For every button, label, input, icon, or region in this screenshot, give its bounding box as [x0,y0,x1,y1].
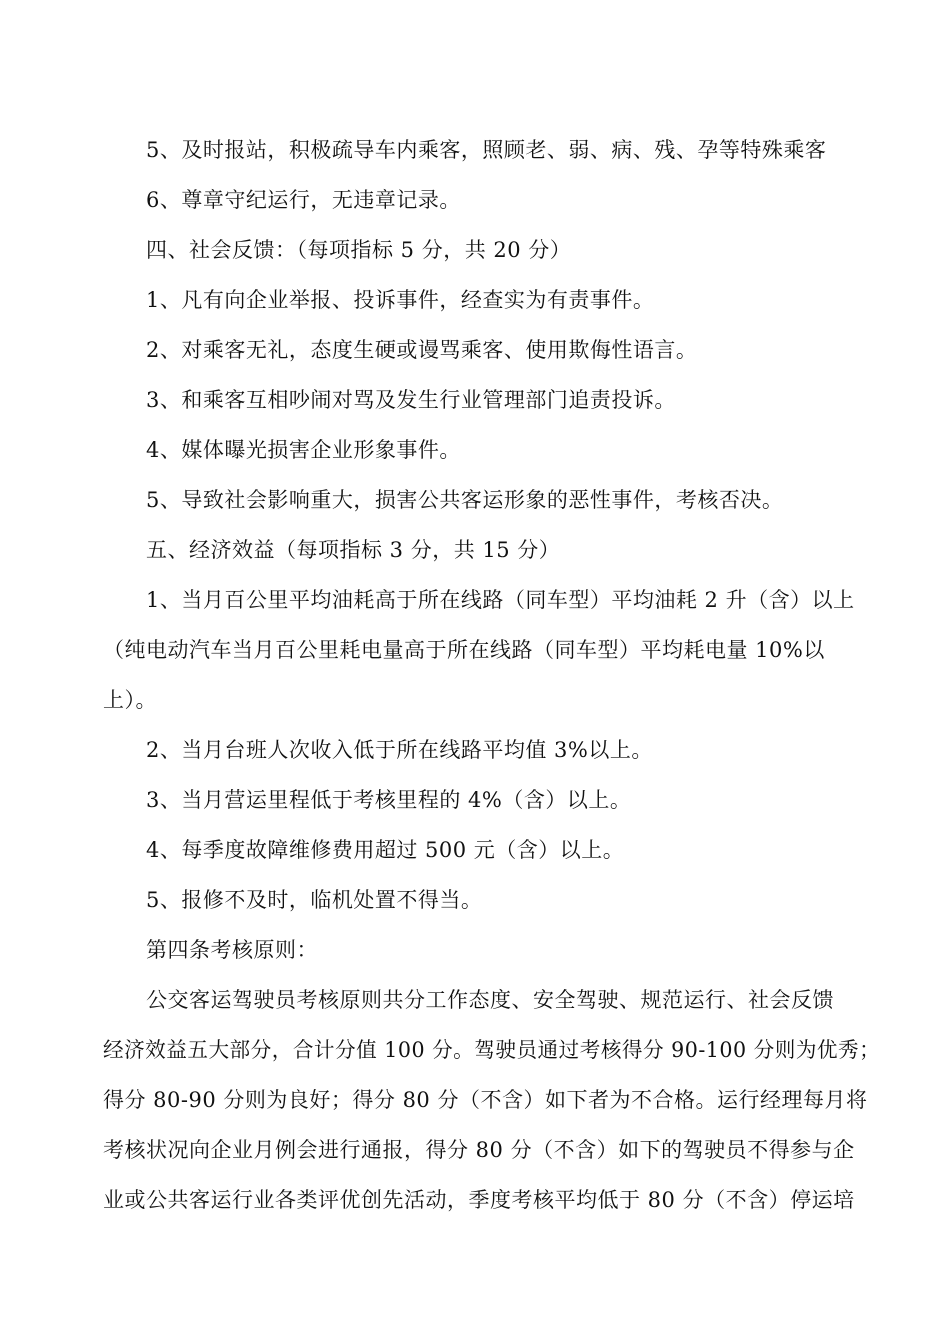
item-5-report-stops: 5、及时报站，积极疏导车内乘客，照顾老、弱、病、残、孕等特殊乘客 [146,138,827,162]
item-2-revenue: 2、当月台班人次收入低于所在线路平均值 3%以上。 [146,738,653,762]
principle-paragraph-line-2: 经济效益五大部分，合计分值 100 分。驾驶员通过考核得分 90-100 分则为优秀； [103,1038,881,1062]
section-heading-economic-benefit: 五、经济效益（每项指标 3 分，共 15 分） [146,538,561,562]
item-1-fuel-consumption-end: 上）。 [103,688,157,712]
item-1-complaints: 1、凡有向企业举报、投诉事件，经查实为有责事件。 [146,288,655,312]
item-4-media-exposure: 4、媒体曝光损害企业形象事件。 [146,438,461,462]
item-1-fuel-consumption-cont: （纯电动汽车当月百公里耗电量高于所在线路（同车型）平均耗电量 10%以 [103,638,825,662]
item-2-rudeness: 2、对乘客无礼，态度生硬或谩骂乘客、使用欺侮性语言。 [146,338,698,362]
item-3-quarrels: 3、和乘客互相吵闹对骂及发生行业管理部门追责投诉。 [146,388,676,412]
item-1-fuel-consumption: 1、当月百公里平均油耗高于所在线路（同车型）平均油耗 2 升（含）以上 [146,588,855,612]
item-6-obey-rules: 6、尊章守纪运行，无违章记录。 [146,188,461,212]
item-3-mileage: 3、当月营运里程低于考核里程的 4%（含）以上。 [146,788,632,812]
principle-paragraph-line-1: 公交客运驾驶员考核原则共分工作态度、安全驾驶、规范运行、社会反馈 [146,988,834,1012]
section-heading-social-feedback: 四、社会反馈：（每项指标 5 分，共 20 分） [146,238,572,262]
article-4-heading: 第四条考核原则： [146,938,318,962]
principle-paragraph-line-5: 业或公共客运行业各类评优创先活动，季度考核平均低于 80 分（不含）停运培 [103,1188,855,1212]
principle-paragraph-line-3: 得分 80-90 分则为良好；得分 80 分（不含）如下者为不合格。运行经理每月将 [103,1088,868,1112]
item-5-repair-report: 5、报修不及时，临机处置不得当。 [146,888,483,912]
principle-paragraph-line-4: 考核状况向企业月例会进行通报，得分 80 分（不含）如下的驾驶员不得参与企 [103,1138,855,1162]
item-4-repair-cost: 4、每季度故障维修费用超过 500 元（含）以上。 [146,838,625,862]
item-5-serious-incident: 5、导致社会影响重大，损害公共客运形象的恶性事件，考核否决。 [146,488,784,512]
